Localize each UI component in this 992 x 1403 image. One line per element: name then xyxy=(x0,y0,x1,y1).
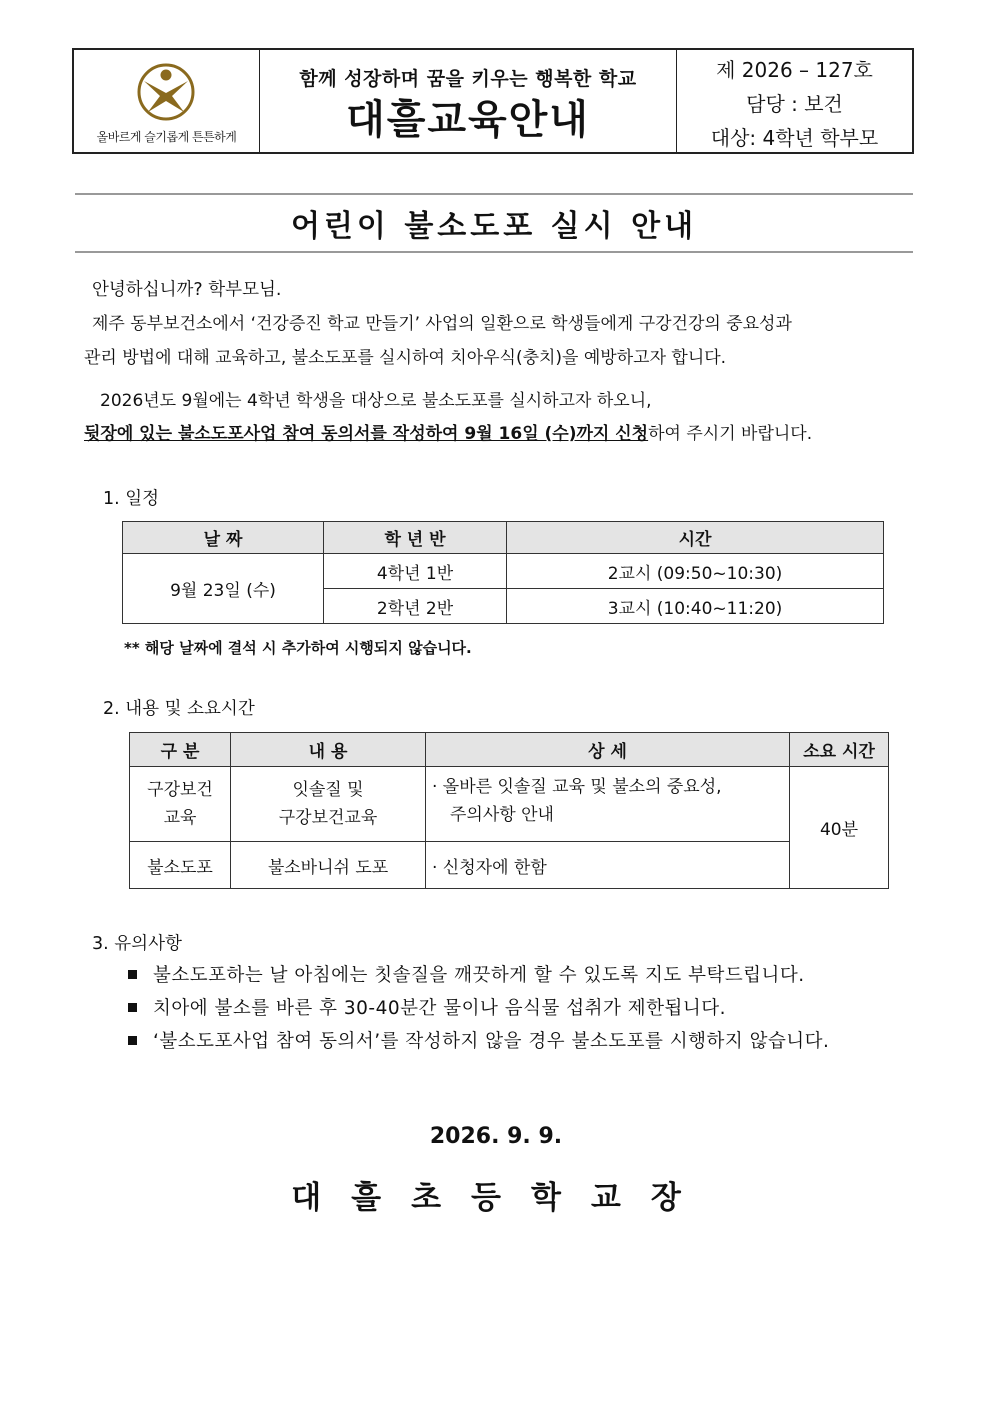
caution-text: 불소도포하는 날 아침에는 칫솔질을 깨끗하게 할 수 있도록 지도 부탁드립니다. xyxy=(153,965,805,986)
caution-text: ‘불소도포사업 참여 동의서’를 작성하지 않을 경우 불소도포를 시행하지 않습니다. xyxy=(153,1031,830,1052)
content-heading: 2. 내용 및 소요시간 xyxy=(103,699,255,719)
content-line-2: 구강보건교육 xyxy=(278,808,378,828)
content-description-cell xyxy=(231,767,426,842)
schedule-class-cell: 4학년 1반 xyxy=(324,554,507,589)
square-bullet-icon xyxy=(128,1036,137,1045)
intro-paragraph-2-tail: 하여 주시기 바랍니다. xyxy=(648,424,813,444)
content-line-1: 잇솔질 및 xyxy=(292,780,364,800)
school-motto: 올바르게 슬기롭게 튼튼하게 xyxy=(96,130,237,144)
square-bullet-icon xyxy=(128,1003,137,1012)
category-line-1: 구강보건 xyxy=(147,780,213,800)
schedule-time-cell: 2교시 (09:50~10:30) xyxy=(507,554,884,589)
intro-paragraph-2-line-1: 2026년도 9월에는 4학년 학생을 대상으로 불소도포를 실시하고자 하오니, xyxy=(100,391,652,411)
content-detail-cell: · 신청자에 한함 xyxy=(426,842,790,889)
square-bullet-icon xyxy=(128,970,137,979)
schedule-header-time: 시간 xyxy=(507,522,884,554)
content-detail-cell xyxy=(426,767,790,842)
category-line-2: 교육 xyxy=(163,808,197,828)
schedule-table xyxy=(122,521,884,624)
schedule-heading: 1. 일정 xyxy=(103,489,160,509)
list-item xyxy=(128,961,805,987)
content-header-category: 구 분 xyxy=(130,733,231,767)
document-title: 어린이 불소도포 실시 안내 xyxy=(290,209,698,244)
header-box xyxy=(72,48,914,154)
list-item xyxy=(128,1027,829,1053)
school-logo-icon xyxy=(136,62,196,122)
schedule-date-cell: 9월 23일 (수) xyxy=(123,554,324,624)
schedule-header-row xyxy=(123,522,884,554)
title-cell xyxy=(260,50,677,152)
logo-cell xyxy=(74,50,260,152)
content-header-detail: 상 세 xyxy=(426,733,790,767)
list-item xyxy=(128,994,726,1020)
schedule-note: ** 해당 날짜에 결석 시 추가하여 시행되지 않습니다. xyxy=(124,639,472,657)
content-table xyxy=(129,732,889,889)
issue-date: 2026. 9. 9. xyxy=(429,1124,563,1149)
schedule-time-cell: 3교시 (10:40~11:20) xyxy=(507,589,884,624)
intro-paragraph-2-line-2 xyxy=(84,417,812,451)
title-rule-bottom xyxy=(75,251,913,253)
table-row xyxy=(130,842,889,889)
content-duration-cell: 40분 xyxy=(790,767,889,889)
greeting: 안녕하십니까? 학부모님. xyxy=(92,280,282,300)
principal-signature: 대흘초등학교장 xyxy=(291,1180,711,1216)
content-category-cell xyxy=(130,767,231,842)
table-row xyxy=(130,767,889,842)
schedule-header-class: 학 년 반 xyxy=(324,522,507,554)
cautions-heading: 3. 유의사항 xyxy=(92,934,182,954)
schedule-header-date: 날 짜 xyxy=(123,522,324,554)
person-in-charge: 담당 : 보건 xyxy=(746,92,843,116)
detail-line-2: 주의사항 안내 xyxy=(450,805,554,825)
content-category-cell: 불소도포 xyxy=(130,842,231,889)
target-audience: 대상: 4학년 학부모 xyxy=(710,126,879,150)
info-cell xyxy=(677,50,912,152)
school-slogan: 함께 성장하며 꿈을 키우는 행복한 학교 xyxy=(299,68,637,90)
intro-paragraph-1-line-2: 관리 방법에 대해 교육하고, 불소도포를 실시하여 치아우식(충치)을 예방하고자 합니다. xyxy=(84,348,727,368)
detail-line-1: · 올바른 잇솔질 교육 및 불소의 중요성, xyxy=(432,777,722,797)
content-description-cell: 불소바니쉬 도포 xyxy=(231,842,426,889)
content-header-content: 내 용 xyxy=(231,733,426,767)
newsletter-title: 대흘교육안내 xyxy=(346,97,590,143)
title-rule-top xyxy=(75,193,913,195)
intro-paragraph-1-line-1: 제주 동부보건소에서 ‘건강증진 학교 만들기’ 사업의 일환으로 학생들에게 구강건강의 중요성과 xyxy=(92,314,792,334)
table-row xyxy=(123,554,884,589)
content-header-duration: 소요 시간 xyxy=(790,733,889,767)
issue-number: 제 2026 – 127호 xyxy=(716,58,873,82)
caution-text: 치아에 불소를 바른 후 30-40분간 물이나 음식물 섭취가 제한됩니다. xyxy=(153,998,726,1019)
application-deadline-text: 뒷장에 있는 불소도포사업 참여 동의서를 작성하여 9월 16일 (수)까지 신청 xyxy=(84,424,649,444)
schedule-class-cell: 2학년 2반 xyxy=(324,589,507,624)
content-header-row xyxy=(130,733,889,767)
